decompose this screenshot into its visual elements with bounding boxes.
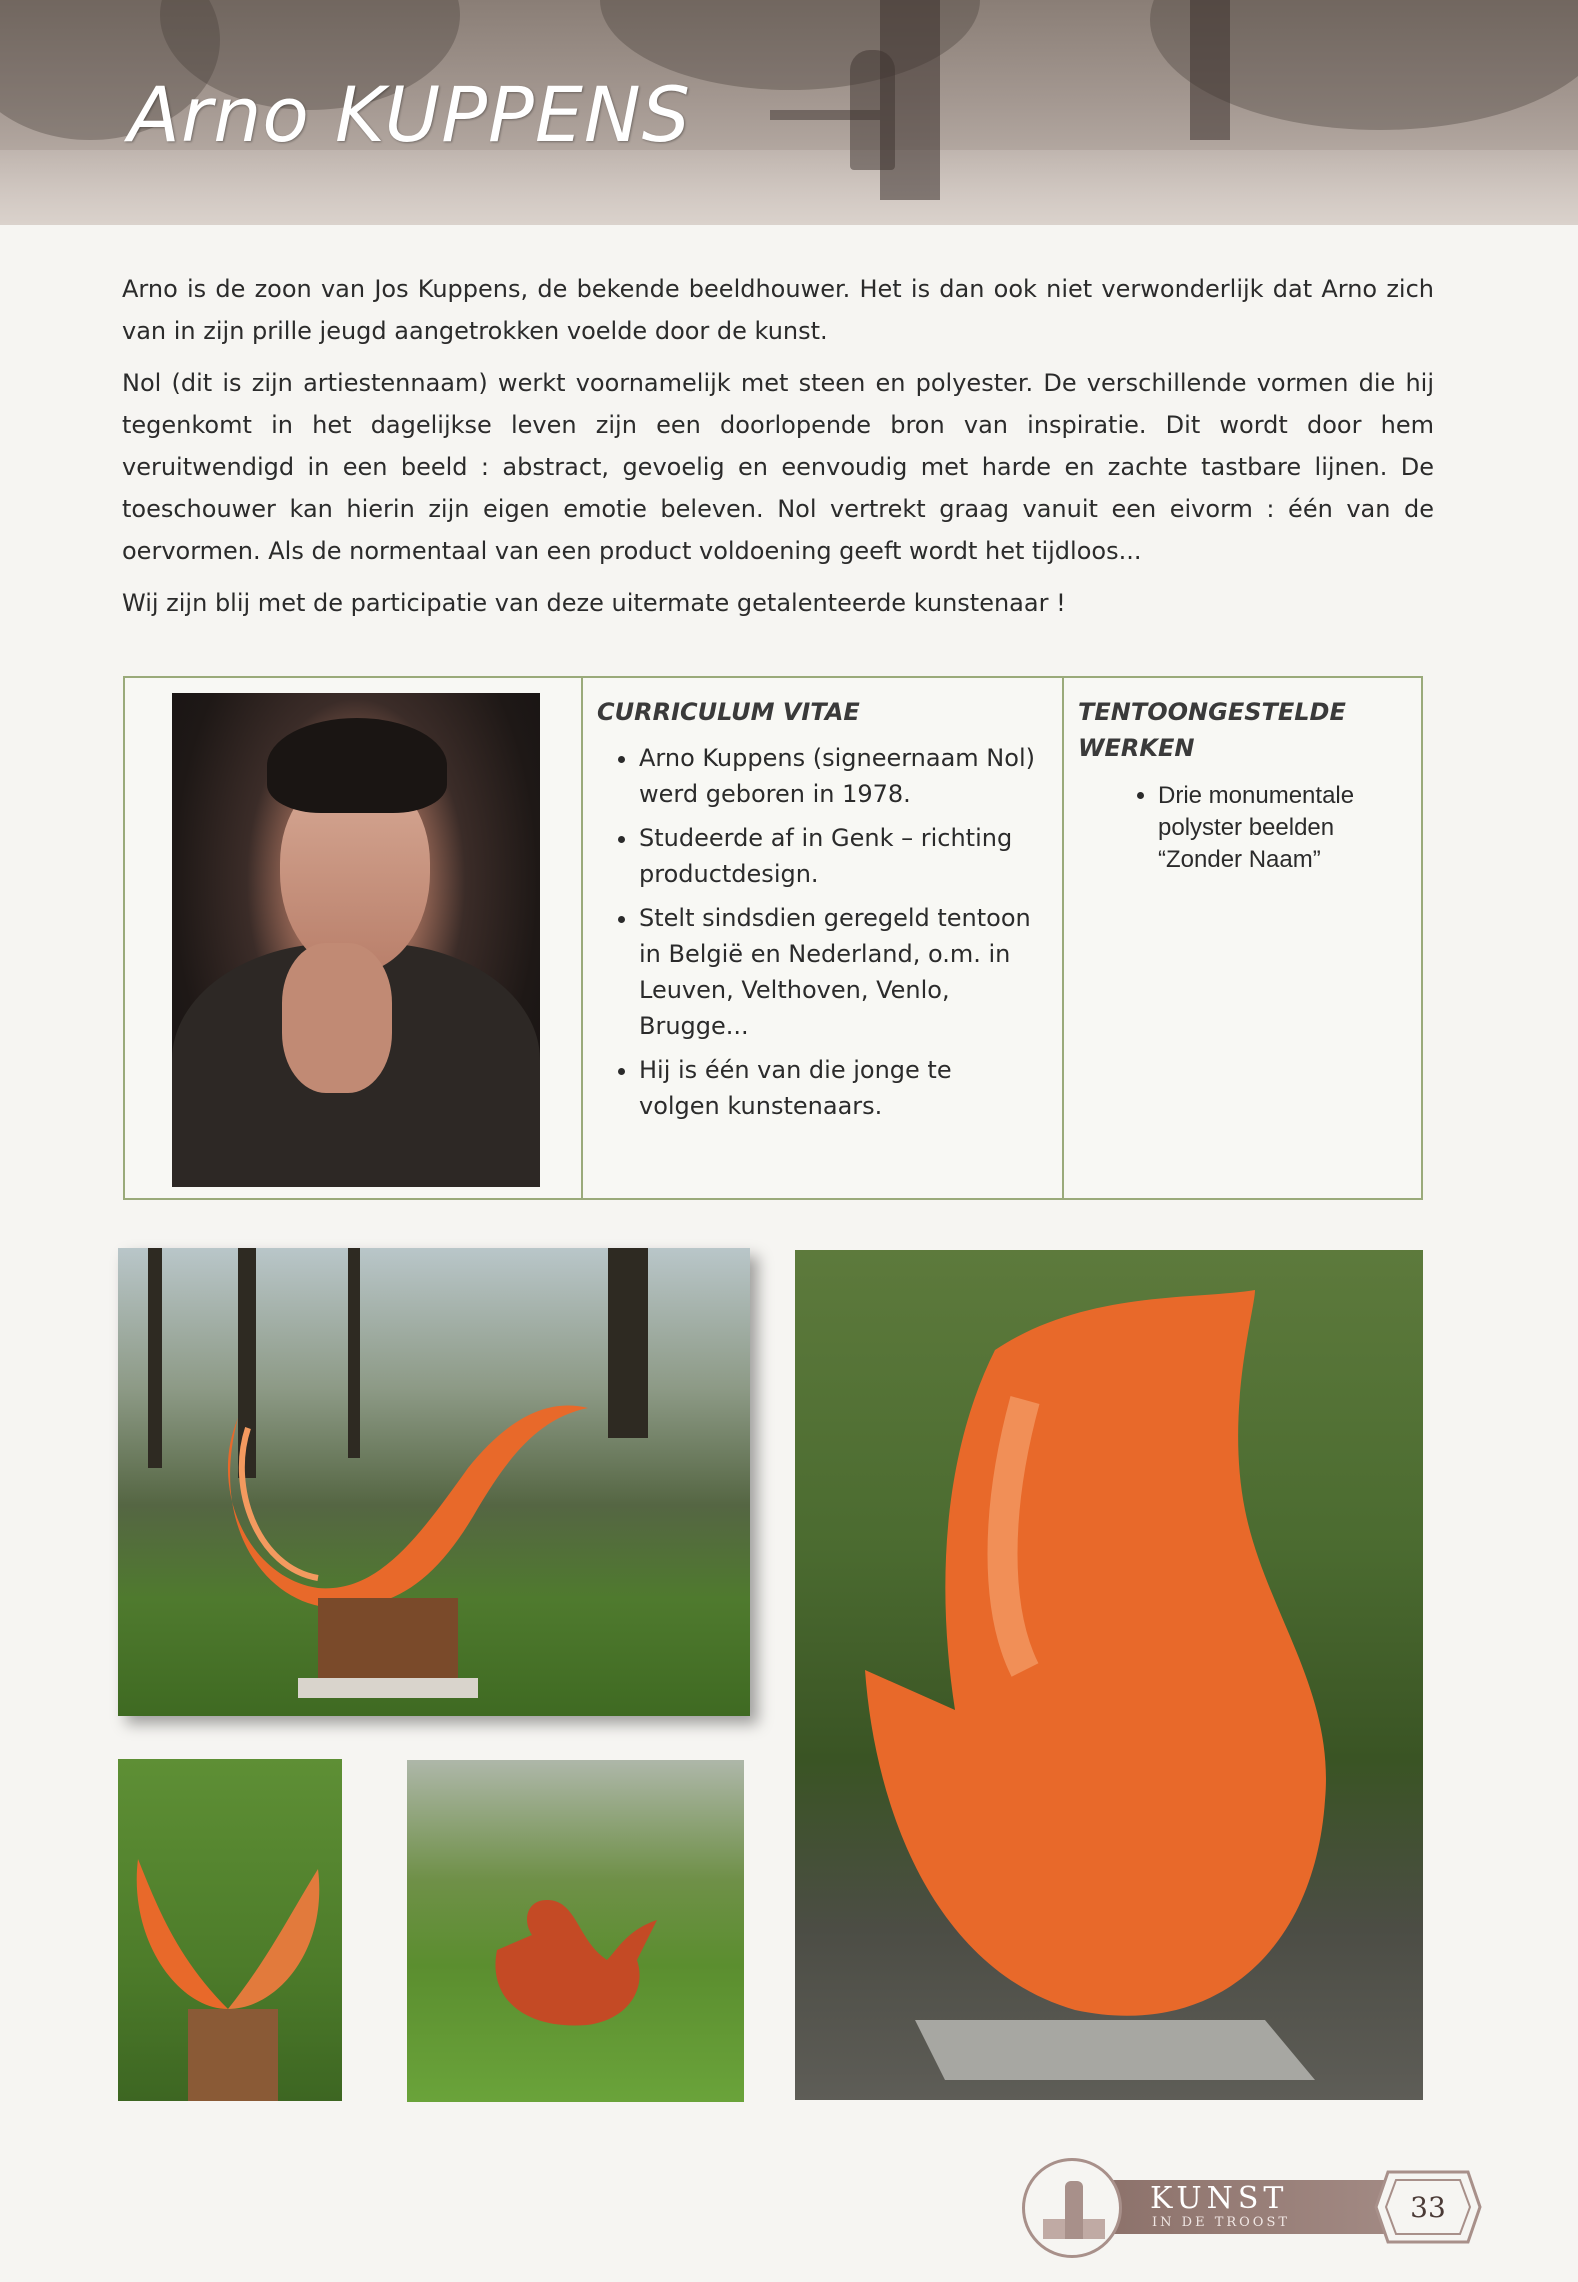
cv-item: • Arno Kuppens (signeernaam Nol) werd geboren in 1978. [639,740,1037,812]
exhibited-works [1078,694,1408,876]
cv-item: • Studeerde af in Genk – richting productdesign. [639,820,1037,892]
church-tower-seal-icon [1022,2158,1122,2258]
page-number-badge [1374,2168,1482,2246]
footer-brand-name: KUNST [1150,2181,1289,2216]
cv-item: • Hij is één van die jonge te volgen kunstenaars. [639,1052,1037,1124]
intro-paragraph: Nol (dit is zijn artiestennaam) werkt voornamelijk met steen en polyester. De verschillende vormen die hij tegenkomt in het dagelijkse leven zijn een doorlopende bron van inspiratie. Dit wordt door hem veruitwendigd in een beeld : abstract, gevoelig en eenvoudig met harde en zachte tastbare lijnen. De toeschouwer kan hierin zijn eigen emotie beleven. Nol vertrekt graag vanuit een eivorm : één van de oervormen. Als de normentaal van een product voldoening geeft wordt het tijdloos... [122,369,1434,565]
sculpture-bird-shape [407,1760,744,2102]
intro-text [122,268,1434,634]
sculpture-photo-egg [118,1759,342,2101]
works-heading: TENTOONGESTELDE WERKEN [1078,698,1346,762]
sculpture-photo-bird [407,1760,744,2102]
cv-item: • Stelt sindsdien geregeld tentoon in België en Nederland, o.m. in Leuven, Velthoven, Venlo, Brugge... [639,900,1037,1044]
column-divider [1062,678,1064,1198]
sculpture-photo-tulip [795,1250,1423,2100]
works-item: • Drie monumentale polyster beelden “Zonder Naam” [1158,780,1408,876]
page-title: Arno KUPPENS [128,70,691,159]
seal-tower [1065,2181,1083,2239]
page-number: 33 [1410,2190,1446,2224]
footer-brand [1022,2158,1502,2258]
banner-path [0,150,1578,225]
portrait-hand [282,943,392,1093]
portrait-hair [267,718,447,813]
cv-heading: CURRICULUM VITAE [597,698,860,726]
curriculum-vitae [597,694,1037,1132]
sculpture-tulip-shape [795,1250,1423,2100]
sculpture-wave-shape [118,1248,750,1716]
column-divider [581,678,583,1198]
intro-paragraph: Arno is de zoon van Jos Kuppens, de bekende beeldhouwer. Het is dan ook niet verwonderlijk dat Arno zich van in zijn prille jeugd aangetrokken voelde door de kunst. [122,275,1434,345]
banner-seated-figure [850,50,895,170]
header-banner [0,0,1578,225]
sculpture-photo-wave [118,1248,750,1716]
intro-paragraph: Wij zijn blij met de participatie van deze uitermate getalenteerde kunstenaar ! [122,589,1066,617]
footer-brand-subtitle: IN DE TROOST [1152,2215,1291,2230]
artist-info-table [123,676,1423,1200]
sculpture-egg-shape [118,1759,342,2101]
banner-tree-trunk [1190,0,1230,140]
cv-list [597,740,1037,1124]
works-list [1078,780,1408,876]
artist-portrait-photo [172,693,540,1187]
